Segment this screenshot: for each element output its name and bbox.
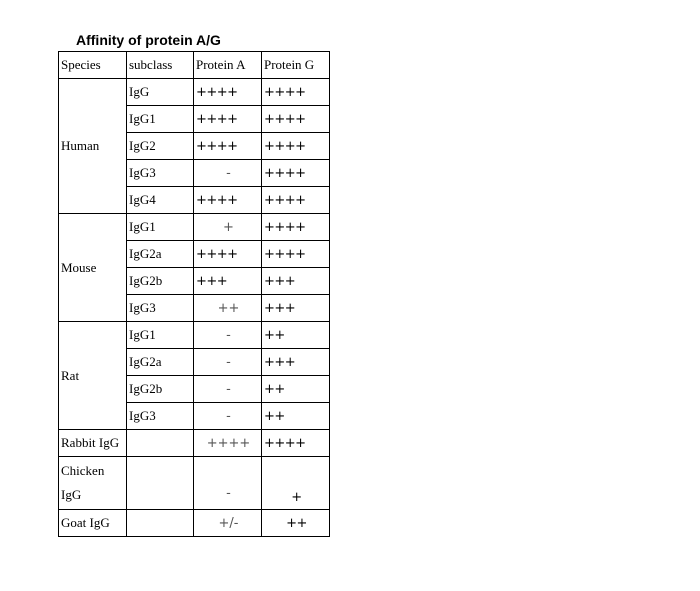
subclass-cell: IgG3 [127, 403, 194, 430]
species-rabbit: Rabbit IgG [59, 430, 127, 457]
subclass-cell: IgG2b [127, 268, 194, 295]
subclass-cell [127, 457, 194, 510]
header-species: Species [59, 52, 127, 79]
protein-a-cell: - [194, 376, 262, 403]
protein-a-cell: ++++ [194, 133, 262, 160]
protein-g-cell: ++ [262, 403, 330, 430]
species-chicken-line2: IgG [61, 487, 82, 502]
protein-g-cell: ++ [262, 510, 330, 537]
header-protein-a: Protein A [194, 52, 262, 79]
species-mouse: Mouse [59, 214, 127, 322]
subclass-cell: IgG2a [127, 241, 194, 268]
protein-g-cell: ++++ [262, 160, 330, 187]
protein-g-cell: +++ [262, 295, 330, 322]
protein-a-cell: - [194, 457, 262, 510]
table-row [59, 510, 330, 537]
protein-a-cell: - [194, 349, 262, 376]
table-row [59, 79, 330, 106]
protein-g-cell: ++++ [262, 133, 330, 160]
subclass-cell: IgG3 [127, 295, 194, 322]
table-title: Affinity of protein A/G [76, 32, 221, 48]
protein-a-cell: ++++ [194, 430, 262, 457]
subclass-cell: IgG4 [127, 187, 194, 214]
species-human: Human [59, 79, 127, 214]
protein-g-cell: ++++ [262, 241, 330, 268]
subclass-cell: IgG [127, 79, 194, 106]
table-row [59, 457, 330, 510]
subclass-cell: IgG2 [127, 133, 194, 160]
species-chicken [59, 457, 127, 510]
protein-g-cell: ++ [262, 322, 330, 349]
subclass-cell: IgG2b [127, 376, 194, 403]
protein-g-cell: +++ [262, 349, 330, 376]
protein-a-cell: - [194, 322, 262, 349]
protein-g-cell: ++++ [262, 430, 330, 457]
protein-g-cell: ++++ [262, 79, 330, 106]
protein-g-cell: +++ [262, 268, 330, 295]
subclass-cell: IgG3 [127, 160, 194, 187]
protein-a-cell: - [194, 160, 262, 187]
header-protein-g: Protein G [262, 52, 330, 79]
subclass-cell: IgG2a [127, 349, 194, 376]
subclass-cell: IgG1 [127, 106, 194, 133]
protein-a-cell: ++++ [194, 241, 262, 268]
subclass-cell [127, 510, 194, 537]
table-row [59, 214, 330, 241]
protein-g-cell: ++++ [262, 106, 330, 133]
table-header-row [59, 52, 330, 79]
subclass-cell [127, 430, 194, 457]
protein-g-cell: ++++ [262, 214, 330, 241]
affinity-table [58, 51, 330, 537]
table-row [59, 430, 330, 457]
species-rat: Rat [59, 322, 127, 430]
table-row [59, 322, 330, 349]
protein-g-cell: ++ [262, 376, 330, 403]
protein-a-cell: +++ [194, 268, 262, 295]
species-goat: Goat IgG [59, 510, 127, 537]
subclass-cell: IgG1 [127, 322, 194, 349]
protein-g-cell: ++++ [262, 187, 330, 214]
protein-a-cell: ++++ [194, 106, 262, 133]
header-subclass: subclass [127, 52, 194, 79]
subclass-cell: IgG1 [127, 214, 194, 241]
protein-a-cell: ++++ [194, 187, 262, 214]
protein-a-cell: + [194, 214, 262, 241]
protein-a-cell: - [194, 403, 262, 430]
protein-a-cell: +/- [194, 510, 262, 537]
species-chicken-line1: Chicken [61, 463, 105, 478]
protein-a-cell: ++++ [194, 79, 262, 106]
protein-a-cell: ++ [194, 295, 262, 322]
protein-g-cell: + [262, 457, 330, 510]
